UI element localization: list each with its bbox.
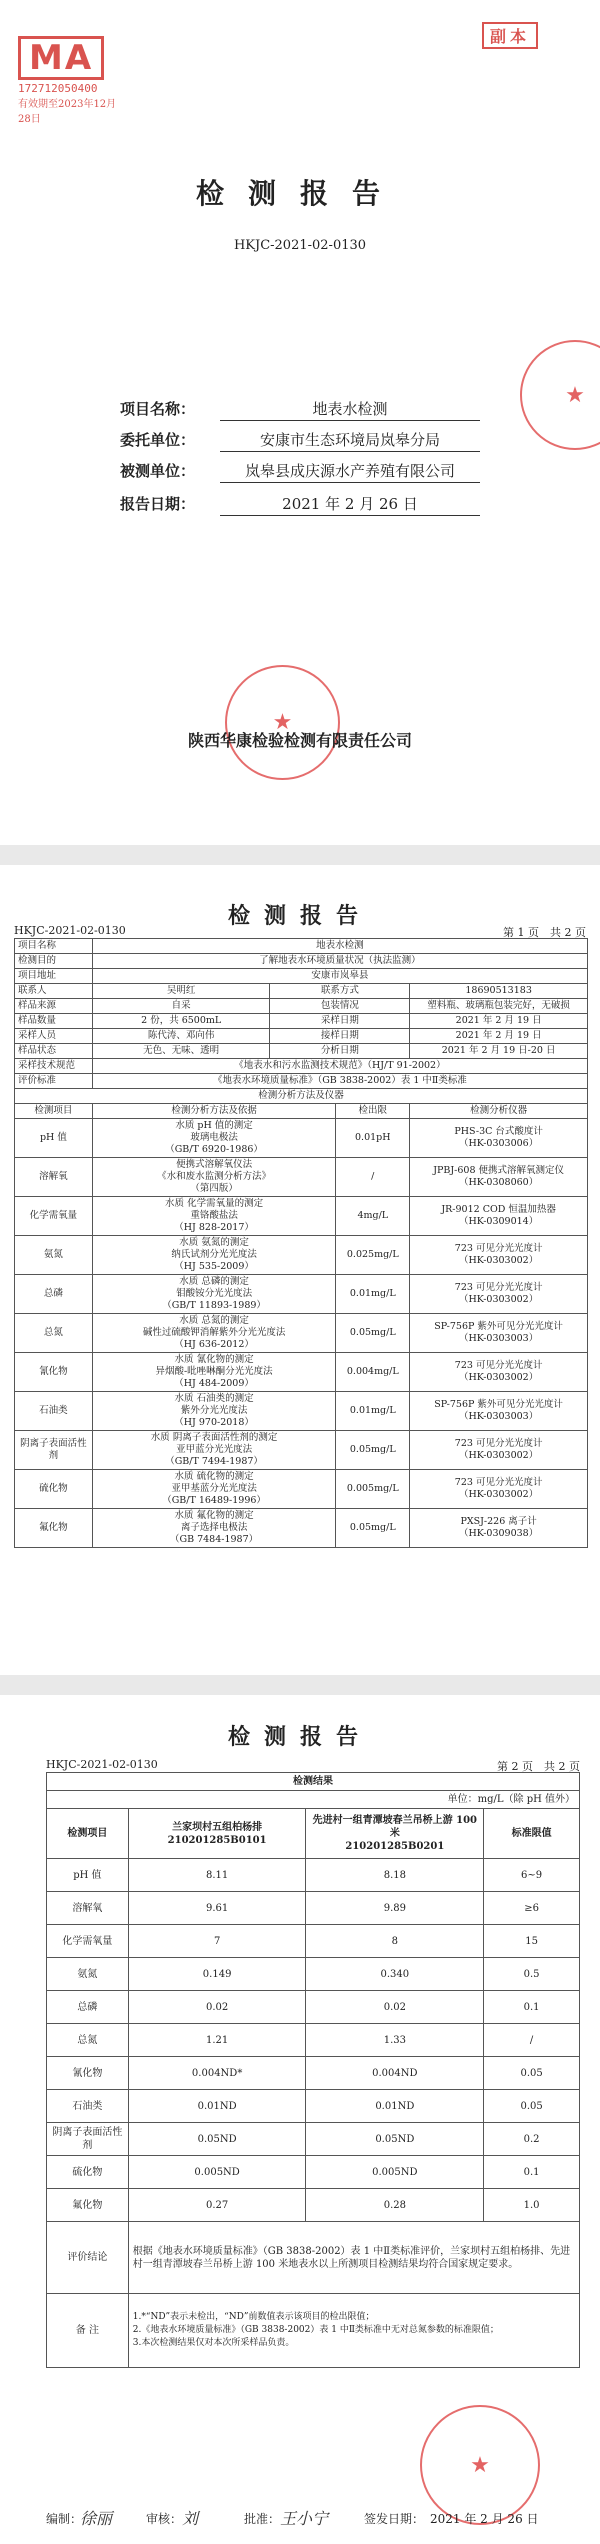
result-cell-std: 0.05 (484, 2090, 580, 2123)
column-header: 检测分析方法及依据 (92, 1104, 335, 1119)
field-value: 2021 年 2 月 26 日 (220, 493, 480, 516)
notes-text: 1.*“ND”表示未检出，“ND”前数值表示该项目的检出限值； 2.《地表水环境质量标准》（GB 3838-2002）表 1 中Ⅱ类标准中无对总氮参数的标准限值； 3.本次检测结果仅对本次所采样品负责。 (128, 2294, 579, 2368)
cell-label: 采样技术规范 (15, 1059, 93, 1074)
method-cell-method: 水质 阴离子表面活性剂的测定 亚甲蓝分光光度法 （GB/T 7494-1987） (92, 1431, 335, 1470)
field-label: 项目名称： (120, 400, 196, 418)
method-row (15, 1119, 588, 1158)
method-cell-instr: 723 可见分光光度计 （HK-0303002） (410, 1236, 588, 1275)
field-label: 被测单位： (120, 462, 196, 480)
page2-title: 检测报告 (227, 904, 372, 929)
results-table (46, 1772, 580, 2368)
approve-signature: 王小宁 (280, 2509, 329, 2528)
result-cell-item: pH 值 (47, 1859, 129, 1892)
company-seal: ★ (520, 340, 600, 450)
page2-code: HKJC-2021-02-0130 (14, 924, 126, 937)
cell-value: 安康市岚皋县 (92, 969, 587, 984)
evaluation-text: 根据《地表水环境质量标准》（GB 3838-2002）表 1 中Ⅱ类标准评价，兰家坝村五组柏杨排、先进村一组青潭坡春兰吊桥上游 100 米地表水以上所测项目检测结果均符合国家规定要求。 (128, 2222, 579, 2294)
method-cell-item: 石油类 (15, 1392, 93, 1431)
cell-value: 吴明红 (92, 984, 270, 999)
method-cell-instr: 723 可见分光光度计 （HK-0303002） (410, 1431, 588, 1470)
method-cell-limit: 0.01pH (336, 1119, 410, 1158)
report-title: 检测报告 (195, 177, 404, 210)
cell-label: 评价结论 (47, 2222, 129, 2294)
results-rows (47, 1859, 580, 2222)
column-header: 检测分析仪器 (410, 1104, 588, 1119)
method-cell-instr: JR-9012 COD 恒温加热器 （HK-0309014） (410, 1197, 588, 1236)
result-cell-v2: 9.89 (306, 1892, 484, 1925)
method-row (15, 1509, 588, 1548)
cell-value: 地表水检测 (92, 939, 587, 954)
cell-label: 采样人员 (15, 1029, 93, 1044)
method-cell-method: 水质 石油类的测定 紫外分光光度法 （HJ 970-2018） (92, 1392, 335, 1431)
method-cell-method: 水质 pH 值的测定 玻璃电极法 （GB/T 6920-1986） (92, 1119, 335, 1158)
cell-label: 备 注 (47, 2294, 129, 2368)
cell-label: 项目名称 (15, 939, 93, 954)
method-row (15, 1197, 588, 1236)
result-cell-std: 1.0 (484, 2189, 580, 2222)
method-cell-limit: 4mg/L (336, 1197, 410, 1236)
field-value: 地表水检测 (220, 398, 480, 421)
method-cell-method: 水质 氰化物的测定 异烟酸-吡唑啉酮分光光度法 （HJ 484-2009） (92, 1353, 335, 1392)
cma-number: 172712050400 (18, 82, 98, 95)
method-cell-item: 氰化物 (15, 1353, 93, 1392)
result-cell-v2: 0.004ND (306, 2057, 484, 2090)
field-report-date (120, 490, 480, 516)
method-cell-instr: PHS-3C 台式酸度计 （HK-0303006） (410, 1119, 588, 1158)
page3-code: HKJC-2021-02-0130 (46, 1758, 158, 1771)
cell-label: 接样日期 (270, 1029, 410, 1044)
method-cell-method: 水质 氨氮的测定 纳氏试剂分光光度法 （HJ 535-2009） (92, 1236, 335, 1275)
method-cell-limit: 0.05mg/L (336, 1314, 410, 1353)
methods-table (14, 938, 588, 1548)
method-row (15, 1158, 588, 1197)
result-cell-v2: 0.01ND (306, 2090, 484, 2123)
cell-value: 18690513183 (410, 984, 588, 999)
page3-page-number: 第 2 页 共 2 页 (497, 1760, 580, 1773)
method-cell-instr: 723 可见分光光度计 （HK-0303002） (410, 1353, 588, 1392)
result-row (47, 2123, 580, 2156)
result-cell-std: / (484, 2024, 580, 2057)
review-label: 审核： (146, 2512, 183, 2526)
cell-value: 塑料瓶、玻璃瓶包装完好，无破损 (410, 999, 588, 1014)
cell-label: 分析日期 (270, 1044, 410, 1059)
cma-stamp (18, 36, 128, 125)
cell-value: 陈代涛、邓向伟 (92, 1029, 270, 1044)
column-header: 检测项目 (47, 1809, 129, 1859)
result-cell-v2: 0.28 (306, 2189, 484, 2222)
method-row (15, 1236, 588, 1275)
edit-signature: 徐丽 (80, 2509, 113, 2528)
method-row (15, 1392, 588, 1431)
result-cell-item: 硫化物 (47, 2156, 129, 2189)
result-cell-std: 0.5 (484, 1958, 580, 1991)
cell-label: 项目地址 (15, 969, 93, 984)
method-cell-item: 氨氮 (15, 1236, 93, 1275)
result-cell-v1: 0.27 (128, 2189, 306, 2222)
result-cell-v2: 8 (306, 1925, 484, 1958)
section-heading: 检测结果 (47, 1773, 580, 1791)
cell-value: 2021 年 2 月 19 日-20 日 (410, 1044, 588, 1059)
result-cell-item: 氨氮 (47, 1958, 129, 1991)
result-cell-item: 氟化物 (47, 2189, 129, 2222)
method-cell-item: 总氮 (15, 1314, 93, 1353)
result-cell-v1: 0.02 (128, 1991, 306, 2024)
copy-stamp: 副本 (482, 22, 538, 49)
cma-logo: MA (18, 36, 104, 80)
field-label: 报告日期： (120, 495, 196, 513)
result-cell-std: 0.1 (484, 1991, 580, 2024)
result-cell-v2: 0.05ND (306, 2123, 484, 2156)
company-seal: ★ (420, 2405, 540, 2525)
cell-label: 评价标准 (15, 1074, 93, 1089)
cell-value: 2021 年 2 月 19 日 (410, 1029, 588, 1044)
cell-label: 检测目的 (15, 954, 93, 969)
result-cell-v2: 0.340 (306, 1958, 484, 1991)
column-header-site1: 兰家坝村五组柏杨排 210201285B0101 (128, 1809, 306, 1859)
method-cell-instr: SP-756P 紫外可见分光光度计 （HK-0303003） (410, 1314, 588, 1353)
result-cell-item: 化学需氧量 (47, 1925, 129, 1958)
unit-note: 单位：mg/L（除 pH 值外） (47, 1791, 580, 1809)
result-cell-item: 总磷 (47, 1991, 129, 2024)
company-seal: ★ (225, 665, 340, 780)
field-value: 岚皋县成庆源水产养殖有限公司 (220, 460, 480, 483)
result-cell-std: ≥6 (484, 1892, 580, 1925)
result-cell-v1: 9.61 (128, 1892, 306, 1925)
result-row (47, 2090, 580, 2123)
section-heading: 检测分析方法及仪器 (15, 1089, 588, 1104)
method-cell-method: 水质 总磷的测定 钼酸铵分光光度法 （GB/T 11893-1989） (92, 1275, 335, 1314)
result-row (47, 2189, 580, 2222)
cover-page (0, 0, 600, 845)
page3-title: 检测报告 (227, 1725, 372, 1750)
result-row (47, 1859, 580, 1892)
column-header: 检测项目 (15, 1104, 93, 1119)
result-cell-v1: 8.11 (128, 1859, 306, 1892)
column-header: 检出限 (336, 1104, 410, 1119)
result-cell-item: 溶解氧 (47, 1892, 129, 1925)
method-cell-item: 硫化物 (15, 1470, 93, 1509)
method-cell-method: 水质 硫化物的测定 亚甲基蓝分光光度法 （GB/T 16489-1996） (92, 1470, 335, 1509)
page2-page-number: 第 1 页 共 2 页 (503, 926, 586, 939)
field-project (120, 395, 480, 421)
result-cell-item: 石油类 (47, 2090, 129, 2123)
result-cell-item: 氰化物 (47, 2057, 129, 2090)
result-cell-std: 0.2 (484, 2123, 580, 2156)
cell-label: 联系方式 (270, 984, 410, 999)
result-cell-v2: 0.005ND (306, 2156, 484, 2189)
result-cell-std: 6~9 (484, 1859, 580, 1892)
cell-label: 样品来源 (15, 999, 93, 1014)
method-cell-item: pH 值 (15, 1119, 93, 1158)
result-cell-std: 15 (484, 1925, 580, 1958)
result-cell-v2: 1.33 (306, 2024, 484, 2057)
cell-label: 采样日期 (270, 1014, 410, 1029)
cell-label: 样品数量 (15, 1014, 93, 1029)
result-cell-v1: 0.05ND (128, 2123, 306, 2156)
method-cell-item: 总磷 (15, 1275, 93, 1314)
result-cell-v1: 1.21 (128, 2024, 306, 2057)
result-cell-v1: 0.01ND (128, 2090, 306, 2123)
method-cell-instr: JPBJ-608 便携式溶解氧测定仪 （HK-0308060） (410, 1158, 588, 1197)
result-row (47, 1892, 580, 1925)
cell-value: 2021 年 2 月 19 日 (410, 1014, 588, 1029)
result-row (47, 2057, 580, 2090)
cell-value: 了解地表水环境质量状况（执法监测） (92, 954, 587, 969)
method-cell-method: 水质 氟化物的测定 离子选择电极法 （GB 7484-1987） (92, 1509, 335, 1548)
cell-label: 联系人 (15, 984, 93, 999)
approve-label: 批准： (244, 2512, 281, 2526)
method-cell-method: 水质 总氮的测定 碱性过硫酸钾消解紫外分光光度法 （HJ 636-2012） (92, 1314, 335, 1353)
method-cell-item: 溶解氧 (15, 1158, 93, 1197)
result-cell-std: 0.1 (484, 2156, 580, 2189)
cell-value: 2 份，共 6500mL (92, 1014, 270, 1029)
methods-rows (15, 1119, 588, 1548)
field-value: 安康市生态环境局岚皋分局 (220, 429, 480, 452)
method-row (15, 1470, 588, 1509)
result-cell-v1: 7 (128, 1925, 306, 1958)
method-row (15, 1431, 588, 1470)
method-row (15, 1353, 588, 1392)
column-header-site2: 先进村一组青潭坡春兰吊桥上游 100 米 210201285B0201 (306, 1809, 484, 1859)
result-cell-v2: 8.18 (306, 1859, 484, 1892)
method-cell-limit: 0.01mg/L (336, 1392, 410, 1431)
method-cell-limit: 0.05mg/L (336, 1431, 410, 1470)
method-cell-limit: 0.004mg/L (336, 1353, 410, 1392)
result-cell-v1: 0.149 (128, 1958, 306, 1991)
result-cell-item: 阴离子表面活性剂 (47, 2123, 129, 2156)
method-cell-instr: SP-756P 紫外可见分光光度计 （HK-0303003） (410, 1392, 588, 1431)
method-cell-method: 便携式溶解氧仪法 《水和废水监测分析方法》 （第四版） (92, 1158, 335, 1197)
cma-valid-date: 有效期至2023年12月28日 (18, 99, 117, 125)
method-cell-limit: 0.005mg/L (336, 1470, 410, 1509)
cell-label: 包装情况 (270, 999, 410, 1014)
field-label: 委托单位： (120, 431, 196, 449)
cell-value: 《地表水和污水监测技术规范》（HJ/T 91-2002） (92, 1059, 587, 1074)
method-cell-limit: / (336, 1158, 410, 1197)
result-row (47, 1925, 580, 1958)
method-cell-item: 氟化物 (15, 1509, 93, 1548)
field-client (120, 426, 480, 452)
result-row (47, 2156, 580, 2189)
issue-date: 2021 年 2 月 26 日 (430, 2512, 539, 2526)
company-name: 陕西华康检验检测有限责任公司 (187, 731, 412, 750)
edit-label: 编制： (46, 2512, 83, 2526)
method-cell-limit: 0.05mg/L (336, 1509, 410, 1548)
result-cell-v1: 0.004ND* (128, 2057, 306, 2090)
method-cell-instr: 723 可见分光光度计 （HK-0303002） (410, 1470, 588, 1509)
result-cell-item: 总氮 (47, 2024, 129, 2057)
result-cell-v1: 0.005ND (128, 2156, 306, 2189)
result-cell-std: 0.05 (484, 2057, 580, 2090)
result-row (47, 1991, 580, 2024)
cell-label: 样品状态 (15, 1044, 93, 1059)
method-row (15, 1275, 588, 1314)
method-cell-item: 化学需氧量 (15, 1197, 93, 1236)
field-tested-unit (120, 457, 480, 483)
method-cell-instr: 723 可见分光光度计 （HK-0303002） (410, 1275, 588, 1314)
cell-value: 自采 (92, 999, 270, 1014)
result-row (47, 1958, 580, 1991)
cell-value: 无色、无味、透明 (92, 1044, 270, 1059)
report-code: HKJC-2021-02-0130 (233, 238, 367, 253)
review-signature: 刘 (182, 2509, 199, 2528)
issue-date-label: 签发日期： (364, 2512, 425, 2526)
method-cell-limit: 0.025mg/L (336, 1236, 410, 1275)
method-row (15, 1314, 588, 1353)
result-row (47, 2024, 580, 2057)
method-cell-instr: PXSJ-226 离子计 （HK-0309038） (410, 1509, 588, 1548)
method-cell-item: 阴离子表面活性剂 (15, 1431, 93, 1470)
cell-value: 《地表水环境质量标准》（GB 3838-2002）表 1 中Ⅱ类标准 (92, 1074, 587, 1089)
result-cell-v2: 0.02 (306, 1991, 484, 2024)
method-cell-method: 水质 化学需氧量的测定 重铬酸盐法 （HJ 828-2017） (92, 1197, 335, 1236)
method-cell-limit: 0.01mg/L (336, 1275, 410, 1314)
column-header: 标准限值 (484, 1809, 580, 1859)
